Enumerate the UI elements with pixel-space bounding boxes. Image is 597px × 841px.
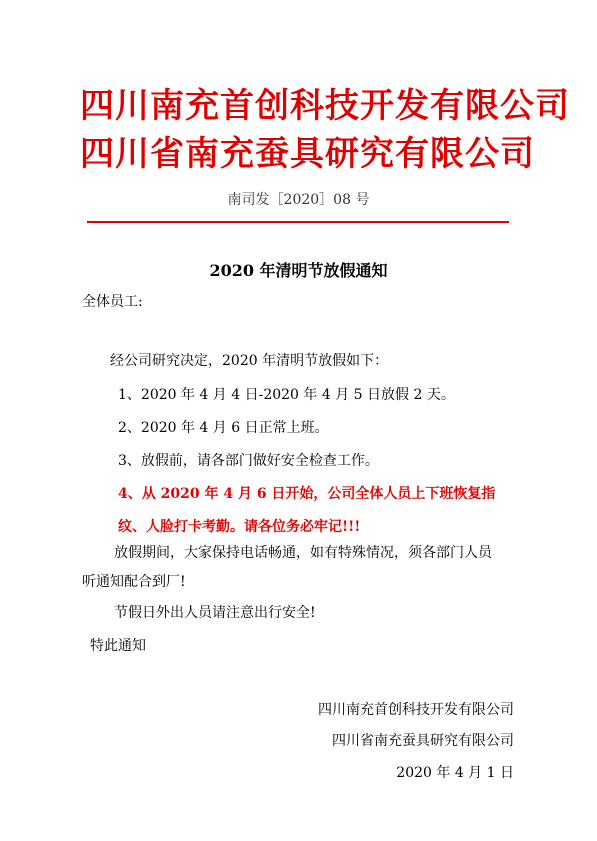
holiday-paragraph-line-2: 听通知配合到厂! xyxy=(82,574,186,590)
list-item-3: 3、放假前，请各部门做好安全检查工作。 xyxy=(118,453,379,469)
signature-company-1: 四川南充首创科技开发有限公司 xyxy=(318,702,514,718)
signature-date: 2020 年 4 月 1 日 xyxy=(396,765,514,781)
list-item-4-line-1: 4、从 2020 年 4 月 6 日开始，公司全体人员上下班恢复指 xyxy=(118,486,496,502)
intro-paragraph: 经公司研究决定，2020 年清明节放假如下： xyxy=(110,353,389,369)
safety-reminder: 节假日外出人员请注意出行安全! xyxy=(114,605,316,621)
list-item-2: 2、2020 年 4 月 6 日正常上班。 xyxy=(118,420,329,436)
red-divider-line xyxy=(87,221,509,223)
salutation: 全体员工: xyxy=(82,294,143,310)
company-title-1: 四川南充首创科技开发有限公司 xyxy=(80,86,570,126)
signature-company-2: 四川省南充蚕具研究有限公司 xyxy=(332,733,514,749)
document-number: 南司发［2020］08 号 xyxy=(227,192,370,208)
list-item-4-line-2: 纹、人脸打卡考勤。请各位务必牢记!!! xyxy=(118,519,361,535)
closing-text: 特此通知 xyxy=(90,638,146,654)
company-title-2: 四川省南充蚕具研究有限公司 xyxy=(80,134,535,174)
holiday-paragraph-line-1: 放假期间，大家保持电话畅通，如有特殊情况，须各部门人员 xyxy=(114,545,492,561)
notice-title: 2020 年清明节放假通知 xyxy=(209,261,388,280)
list-item-1: 1、2020 年 4 月 4 日-2020 年 4 月 5 日放假 2 天。 xyxy=(118,387,455,403)
